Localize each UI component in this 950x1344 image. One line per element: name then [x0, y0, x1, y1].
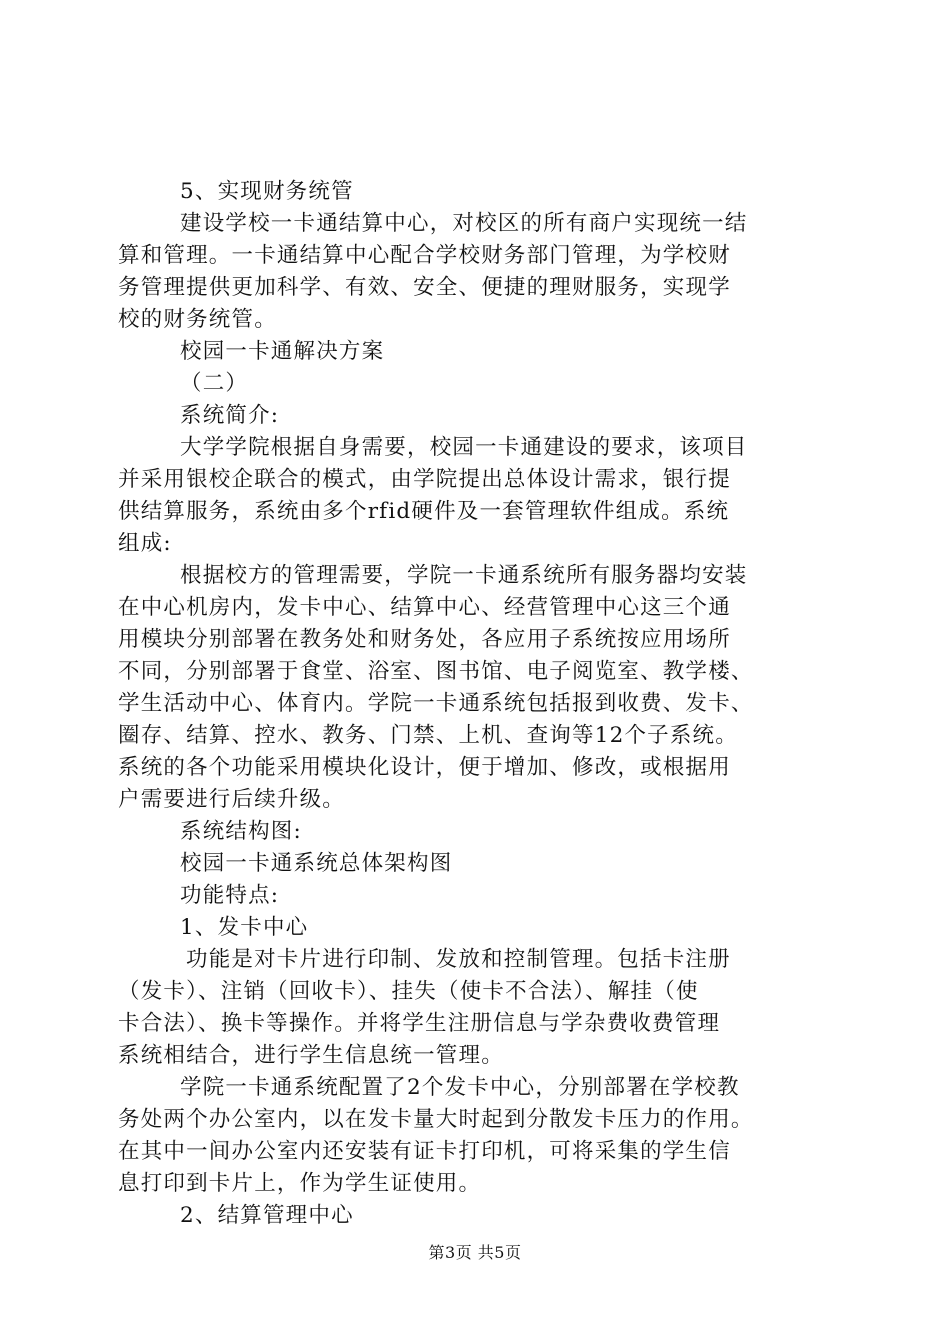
text-line: 息打印到卡片上，作为学生证使用。: [118, 1171, 482, 1196]
text-line: 用模块分别部署在教务处和财务处，各应用子系统按应用场所: [118, 627, 731, 652]
text-line: 并采用银校企联合的模式，由学院提出总体设计需求，银行提: [118, 467, 731, 492]
text-line: 圈存、结算、控水、教务、门禁、上机、查询等12个子系统。: [118, 723, 738, 748]
text-line: 户需要进行后续升级。: [118, 787, 346, 812]
document-body: [118, 176, 834, 1232]
text-line: 2、结算管理中心: [180, 1203, 354, 1228]
text-line: （二）: [180, 371, 249, 396]
text-line: 组成:: [118, 531, 172, 556]
text-line: 系统简介:: [180, 403, 280, 428]
text-line: 不同，分别部署于食堂、浴室、图书馆、电子阅览室、教学楼、: [118, 659, 754, 684]
text-line: 根据校方的管理需要，学院一卡通系统所有服务器均安装: [180, 563, 748, 588]
text-line: 学院一卡通系统配置了2个发卡中心，分别部署在学校教: [180, 1075, 740, 1100]
text-line: 卡合法）、换卡等操作。并将学生注册信息与学杂费收费管理: [118, 1011, 721, 1036]
text-line: 在其中一间办公室内还安装有证卡打印机，可将采集的学生信: [118, 1139, 731, 1164]
text-line: 校园一卡通解决方案: [180, 339, 385, 364]
text-line: 学生活动中心、体育内。学院一卡通系统包括报到收费、发卡、: [118, 691, 754, 716]
text-line: 建设学校一卡通结算中心，对校区的所有商户实现统一结: [180, 211, 748, 236]
text-line: 校园一卡通系统总体架构图: [180, 851, 453, 876]
text-line: 供结算服务，系统由多个rfid硬件及一套管理软件组成。系统: [118, 499, 730, 524]
text-line: 算和管理。一卡通结算中心配合学校财务部门管理，为学校财: [118, 243, 731, 268]
text-line: 大学学院根据自身需要，校园一卡通建设的要求，该项目: [180, 435, 748, 460]
text-line: 1、发卡中心: [180, 915, 309, 940]
text-line: 5、实现财务统管: [180, 179, 354, 204]
text-line: 校的财务统管。: [118, 307, 277, 332]
text-line: 务管理提供更加科学、有效、安全、便捷的理财服务，实现学: [118, 275, 731, 300]
text-line: 功能是对卡片进行印制、发放和控制管理。包括卡注册: [186, 947, 731, 972]
text-line: 功能特点:: [180, 883, 280, 908]
text-line: 系统结构图:: [180, 819, 302, 844]
text-line: 在中心机房内，发卡中心、结算中心、经营管理中心这三个通: [118, 595, 731, 620]
page-footer: 第3页 共5页: [428, 1243, 522, 1262]
text-line: 务处两个办公室内，以在发卡量大时起到分散发卡压力的作用。: [118, 1107, 754, 1132]
text-line: 系统相结合，进行学生信息统一管理。: [118, 1043, 504, 1068]
text-line: （发卡）、注销（回收卡）、挂失（使卡不合法）、解挂（使: [118, 979, 699, 1004]
text-line: 系统的各个功能采用模块化设计，便于增加、修改，或根据用: [118, 755, 731, 780]
